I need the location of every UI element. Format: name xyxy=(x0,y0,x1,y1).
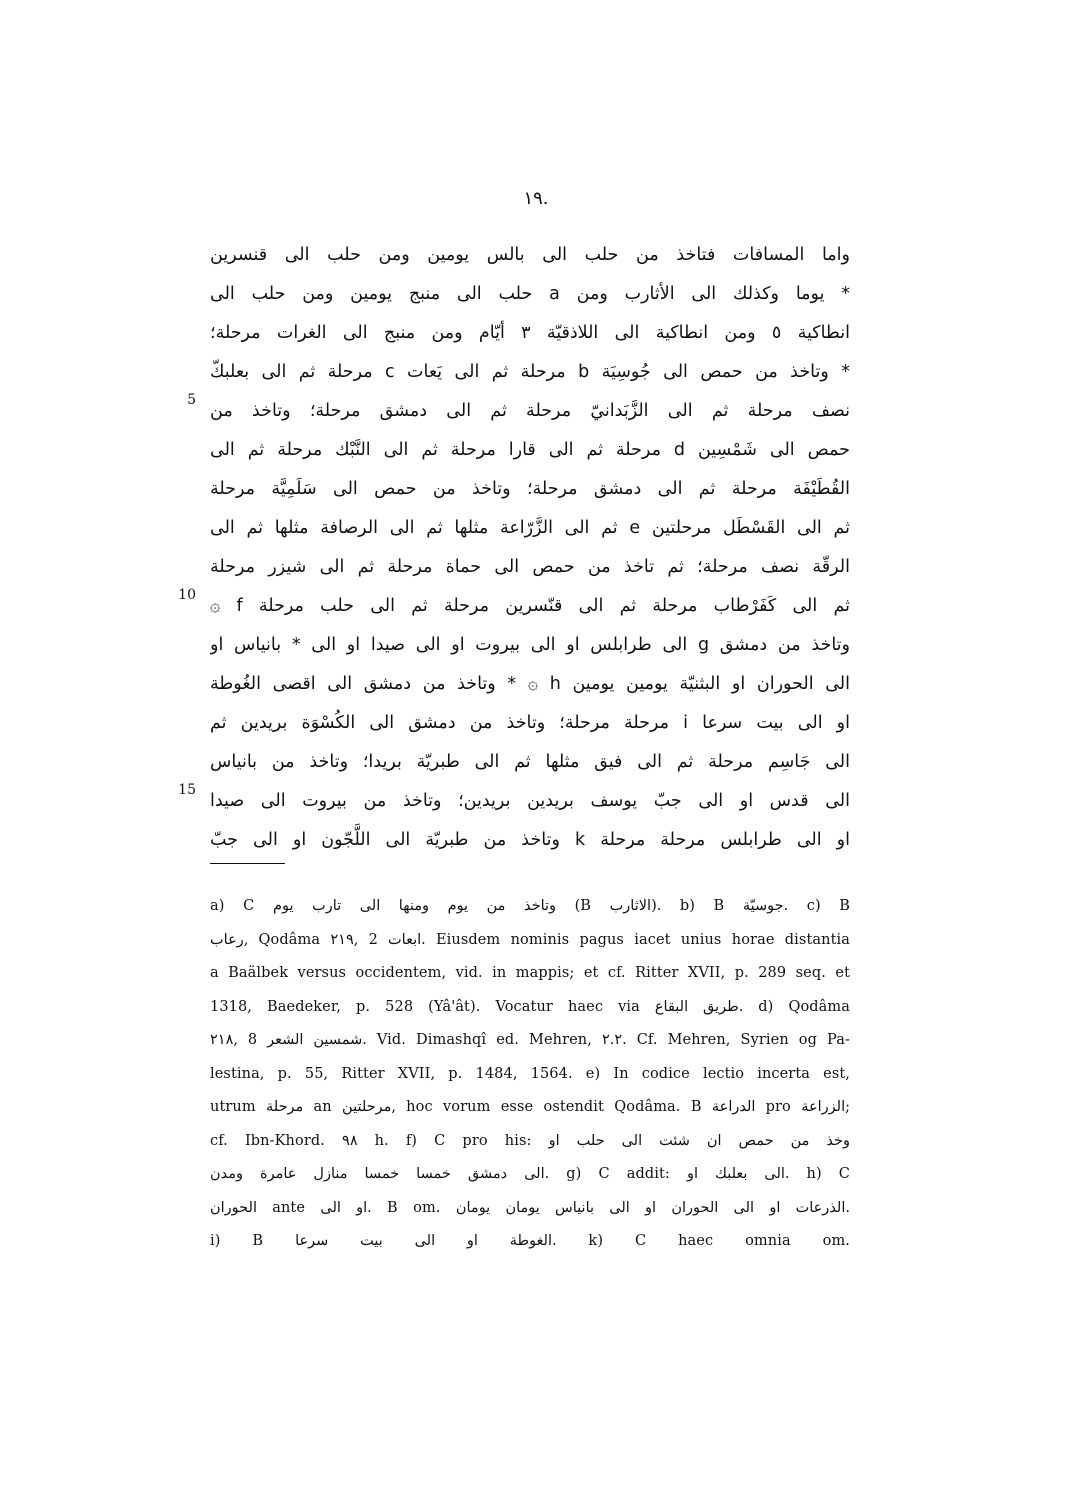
text-line xyxy=(210,314,850,353)
arabic-line: * يوما وكذلك الى الأثارب ومن a حلب الى منبج يومين ومن حلب الى xyxy=(210,284,850,304)
arabic-line: ثم الى كَفَرْطاب مرحلة ثم الى قنّسرين مرحلة ثم الى حلب مرحلة f ۞ xyxy=(210,596,850,616)
arabic-line: ثم الى القَسْطَل مرحلتين e ثم الى الزَّرّاعة مثلها ثم الى الرصافة مثلها ثم الى xyxy=(210,518,850,538)
text-line xyxy=(178,587,850,626)
text-line xyxy=(210,626,850,665)
footnote-line: 1318, Baedeker, p. 528 (Yâ'ât). Vocatur haec via طريق البقاع. d) Qodâma xyxy=(210,998,850,1015)
text-line xyxy=(210,431,850,470)
arabic-line: او الى طرابلس مرحلة مرحلة k وتاخذ من طبريّة الى اللَّجّون او الى جبّ xyxy=(210,830,850,850)
arabic-line: الى جَاسِم مرحلة ثم الى فيق مثلها ثم الى طبريّة بريدا؛ وتاخذ من بانياس xyxy=(210,752,850,772)
line-number: 15 xyxy=(178,782,196,798)
text-line xyxy=(210,353,850,392)
arabic-line: وتاخذ من دمشق g الى طرابلس او الى بيروت او الى صيدا او الى * بانياس او xyxy=(210,635,850,655)
footnote-line: lestina, p. 55, Ritter XVII, p. 1484, 1564. e) In codice lectio incerta est, xyxy=(210,1065,850,1082)
arabic-line: او الى بيت سرعا i مرحلة مرحلة؛ وتاخذ من دمشق الى الكُسْوَة بريدين ثم xyxy=(210,713,850,733)
text-line xyxy=(187,392,850,431)
footnote-line: a Baälbek versus occidentem, vid. in mappis; et cf. Ritter XVII, p. 289 seq. et xyxy=(210,965,850,981)
arabic-line: انطاكية ٥ ومن انطاكية الى اللاذقيّة ٣ أيّام ومن منبج الى الغرات مرحلة؛ xyxy=(210,323,850,343)
text-line xyxy=(210,470,850,509)
footnote-line: utrum مرحلة an مرحلتين, hoc vorum esse ostendit Qodâma. B الدراعة pro الزراعة; xyxy=(210,1099,850,1115)
text-line xyxy=(210,743,850,782)
footnote-line: الى دمشق خمسا خمسا منازل عامرة ومدن. g) C addit: الى بعلبك او. h) C xyxy=(210,1166,850,1182)
footnote-line: رعاب, Qodâma ٢١٩, 2 ابعات. Eiusdem nominis pagus iacet unius horae distantia xyxy=(210,931,850,948)
text-line xyxy=(178,782,850,821)
arabic-line: نصف مرحلة ثم الى الزَّبَدانيّ مرحلة ثم الى دمشق مرحلة؛ وتاخذ من xyxy=(210,401,850,421)
arabic-line: الى قدس او الى جبّ يوسف بريدين بريدين؛ وتاخذ من بيروت الى صيدا xyxy=(210,791,850,811)
main-text-block xyxy=(178,236,850,860)
footnotes-block xyxy=(210,890,850,1259)
footnote-line: ٢١٨, 8 شمسين الشعر. Vid. Dimashqî ed. Mehren, ٢.٢. Cf. Mehren, Syrien og Pa- xyxy=(210,1032,850,1048)
arabic-line: واما المسافات فتاخذ من حلب الى بالس يومين ومن حلب الى قنسرين xyxy=(210,245,850,265)
footnote-line: i) B الغوطة او الى بيت سرعا. k) C haec omnia om. xyxy=(210,1233,850,1249)
text-line xyxy=(210,236,850,275)
text-line xyxy=(210,665,850,704)
arabic-line: الى الحوران او البثنيّة يومين يومين h ۞ * وتاخذ من دمشق الى اقصى الغُوطة xyxy=(210,674,850,694)
text-line xyxy=(210,548,850,587)
arabic-line: * وتاخذ من حمص الى جُوسِيَة b مرحلة ثم الى يَعات c مرحلة ثم الى بعلبكّ xyxy=(210,362,850,382)
page-number: ١٩. xyxy=(523,188,549,209)
arabic-line: حمص الى شَمْسِين d مرحلة ثم الى قارا مرحلة ثم الى النَّبْك مرحلة ثم الى xyxy=(210,440,850,460)
footnote-line: a) C وتاخذ من يوم ومنها الى تارب يوم (B الاثارب). b) B جوسيّة. c) B xyxy=(210,898,850,914)
text-line xyxy=(210,275,850,314)
text-line xyxy=(210,821,850,860)
text-line xyxy=(210,509,850,548)
line-number: 5 xyxy=(187,392,196,408)
footnote-separator xyxy=(210,863,285,864)
footnote-line: الحوران ante او الى. B om. الذرعات او الى الحوران او الى بانياس يومان يومان. xyxy=(210,1199,850,1216)
arabic-line: الرقّة نصف مرحلة؛ ثم تاخذ من حمص الى حماة مرحلة ثم الى شيزر مرحلة xyxy=(210,557,850,577)
arabic-line: القُطَيْفَة مرحلة ثم الى دمشق مرحلة؛ وتاخذ من حمص الى سَلَمِيَّة مرحلة xyxy=(210,479,850,499)
text-line xyxy=(210,704,850,743)
footnote-line: cf. Ibn-Khord. ٩٨ h. f) C pro his: وخذ من حمص ان شئت الى حلب او xyxy=(210,1132,850,1149)
line-number: 10 xyxy=(178,587,196,603)
